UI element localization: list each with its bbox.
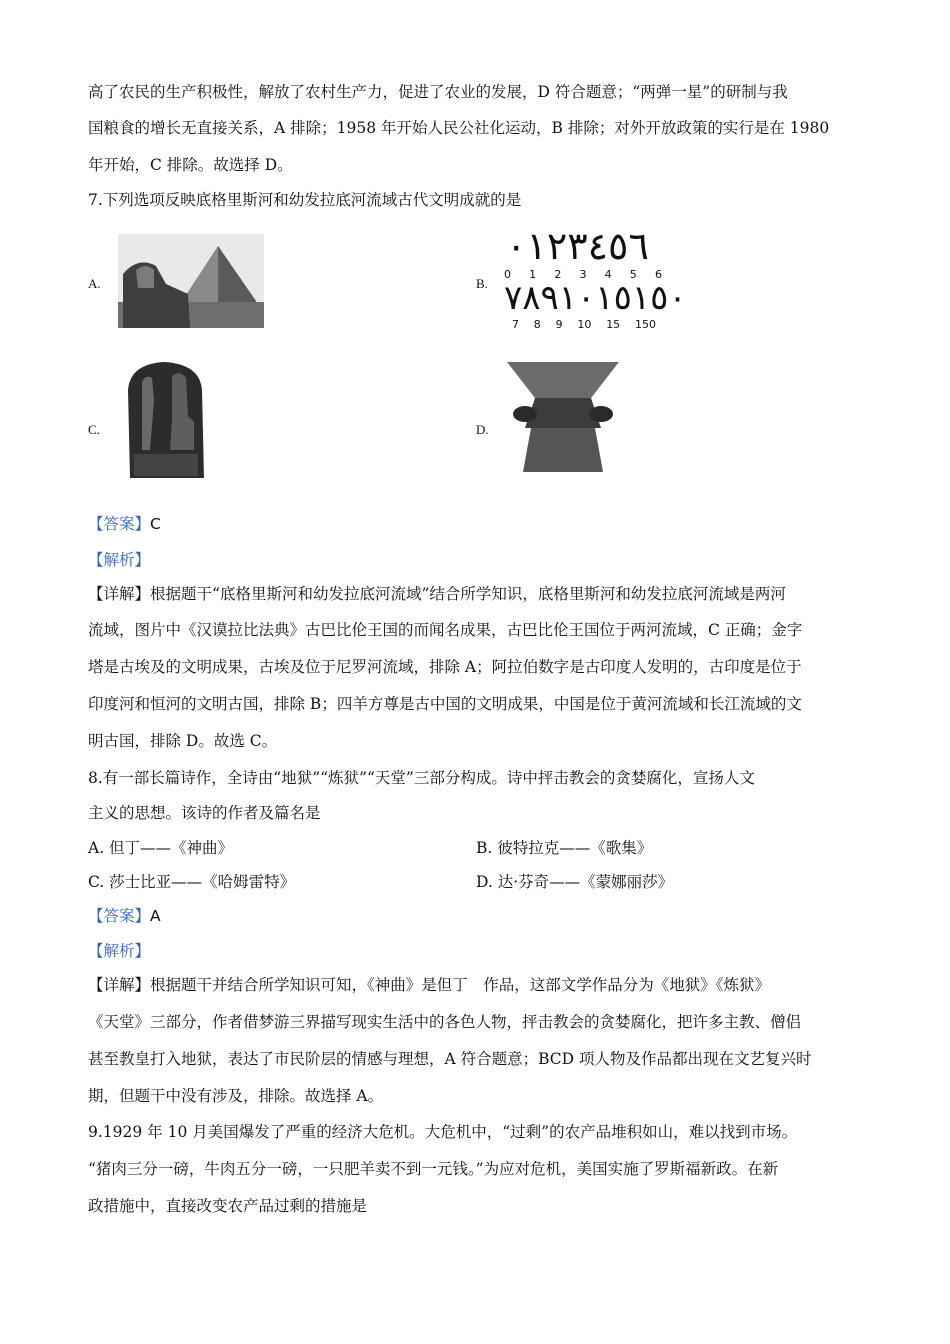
question-9-line-2: “猪肉三分一磅，牛肉五分一磅，一只肥羊卖不到一元钱。”为应对危机，美国实施了罗斯福新政。在新 [88,1160,779,1178]
answer-value: C [150,515,161,533]
option-d-label: D. [476,422,489,437]
detail-text: 根据题干并结合所学知识可知，《神曲》是但丁 作品，这部文学作品分为《地狱》《炼狱》 [150,976,771,994]
question-7: 7.下列选项反映底格里斯河和幼发拉底河流域古代文明成就的是 [88,191,522,209]
question-9-line-3: 政措施中，直接改变农产品过剩的措施是 [88,1197,368,1215]
analysis-tag: 【解析】 [88,551,151,569]
numeral-label: 1 [529,268,537,281]
detail-tag: 【详解】 [88,976,151,994]
q8-option-c: C. 莎士比亚——《哈姆雷特》 [88,873,296,891]
answer-tag: 【答案】 [88,907,151,925]
detail-8-line-1 [88,975,770,995]
numeral-label: 4 [604,268,612,281]
text-line: 国粮食的增长无直接关系，A 排除；1958 年开始人民公社化运动，B 排除；对外开放政策的实行是在 1980 [88,119,830,137]
q8-option-a: A. 但丁——《神曲》 [88,839,234,857]
option-a-label: A. [88,276,101,291]
detail-8-line-3: 甚至教皇打入地狱，表达了市民阶层的情感与理想，A 符合题意；BCD 项人物及作品都出现在文艺复兴时 [88,1050,812,1068]
question-8-line-1: 8.有一部长篇诗作，全诗由“地狱”“炼狱”“天堂”三部分构成。诗中抨击教会的贪婪腐化，宣扬人文 [88,769,755,787]
answer-tag: 【答案】 [88,515,151,533]
text-line: 年开始，C 排除。故选择 D。 [88,156,293,174]
q8-option-d: D. 达·芬奇——《蒙娜丽莎》 [476,873,674,891]
numeral-label: 10 [577,318,592,331]
question-9-line-1: 9.1929 年 10 月美国爆发了严重的经济大危机。大危机中，“过剩”的农产品堆积如山，难以找到市场。 [88,1123,798,1141]
bronze-vessel-image [503,358,623,474]
answer-7 [88,514,161,534]
answer-8 [88,906,161,926]
detail-7-line-4: 印度河和恒河的文明古国，排除 B；四羊方尊是古中国的文明成果，中国是位于黄河流域和长江流域的文 [88,695,802,713]
question-8-line-2: 主义的思想。该诗的作者及篇名是 [88,804,321,822]
numeral-label: 9 [555,318,563,331]
numeral-label: 150 [634,318,656,331]
option-b-label: B. [476,276,488,291]
numeral-label: 7 [512,318,519,331]
numeral-label: 3 [579,268,587,281]
q8-option-b: B. 彼特拉克——《歌集》 [476,839,653,857]
numeral-label: 2 [554,268,562,281]
hammurabi-stele-image [120,360,208,478]
detail-7-line-2: 流域，图片中《汉谟拉比法典》古巴比伦王国的而闻名成果，古巴比伦王国位于两河流域，C 正确；金字 [88,621,803,639]
answer-value: A [150,907,161,925]
numeral-label: 0 [504,268,511,281]
analysis-tag: 【解析】 [88,942,151,960]
detail-8-line-4: 期，但题干中没有涉及，排除。故选择 A。 [88,1087,384,1105]
detail-text: 根据题干“底格里斯河和幼发拉底河流域”结合所学知识，底格里斯河和幼发拉底河流域是两河 [150,585,786,603]
numeral-label: 6 [654,268,662,281]
detail-7-line-3: 塔是古埃及的文明成果，古埃及位于尼罗河流域，排除 A；阿拉伯数字是古印度人发明的，古印度是位于 [88,658,802,676]
detail-8-line-2: 《天堂》三部分，作者借梦游三界描写现实生活中的各色人物，抨击教会的贪婪腐化，把许多主教、僧侣 [88,1013,802,1031]
detail-7-line-1 [88,584,786,604]
numeral-label: 5 [629,268,637,281]
option-c-label: C. [88,422,100,437]
numeral-row-1-glyphs: ٠١٢٣٤٥٦ [506,224,649,268]
text-line: 高了农民的生产积极性，解放了农村生产力，促进了农业的发展，D 符合题意；“两弹一星”的研制与我 [88,83,788,101]
detail-7-line-5: 明古国，排除 D。故选 C。 [88,732,278,750]
detail-tag: 【详解】 [88,585,151,603]
sphinx-pyramid-image [118,234,264,328]
numeral-label: 8 [533,318,541,331]
numeral-label: 15 [606,318,621,331]
numerals-image [504,224,687,332]
numeral-row-2-glyphs: ٧٨٩١٠١٥١٥٠ [504,278,687,318]
